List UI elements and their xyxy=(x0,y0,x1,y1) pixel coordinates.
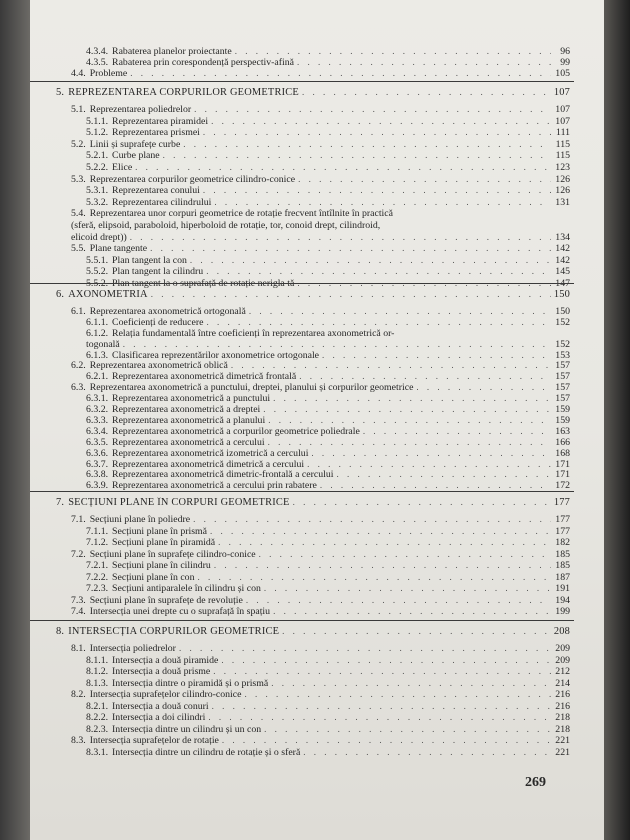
toc-entry-number: 5.2. xyxy=(71,139,86,150)
toc-entry-number: 7.3. xyxy=(71,595,86,606)
toc-entry-title: Reprezentarea poliedrelor xyxy=(89,104,192,115)
toc-entry-title: Reprezentarea axonometrică ortogonală xyxy=(89,306,246,317)
toc-page-number: 157 xyxy=(555,371,570,382)
toc-page-number: 177 xyxy=(555,514,570,525)
toc-entry xyxy=(86,526,570,537)
dot-leader xyxy=(282,626,551,637)
dot-leader xyxy=(311,448,551,459)
toc-entry-number: 4.4. xyxy=(71,68,86,79)
toc-entry xyxy=(86,426,570,437)
toc-page-number: 172 xyxy=(555,480,570,491)
dot-leader xyxy=(273,606,551,617)
toc-entry-number: 5.5.2. xyxy=(86,278,109,289)
dot-leader xyxy=(302,87,551,98)
toc-entry xyxy=(86,371,570,382)
toc-page-number: 107 xyxy=(555,104,570,115)
toc-entry-number: 8.3.1. xyxy=(86,747,109,758)
dot-leader xyxy=(221,655,551,666)
toc-entry-title: Reprezentarea axonometrică a punctului, dreptei, planului și corpurilor geometrice xyxy=(89,382,414,393)
toc-entry xyxy=(86,328,570,339)
toc-entry-number: 6.3.8. xyxy=(86,469,109,480)
toc-page-number: 194 xyxy=(555,595,570,606)
toc-entry xyxy=(86,655,570,666)
toc-entry-title: Rabaterea planelor proiectante xyxy=(112,46,232,57)
toc-entry-number: 5.5.1. xyxy=(86,255,109,266)
toc-page-number: 212 xyxy=(555,666,570,677)
toc-entry xyxy=(86,747,570,758)
dot-leader xyxy=(163,150,551,161)
toc-entry xyxy=(86,57,570,68)
toc-page-number: 208 xyxy=(553,626,570,637)
toc-entry-number: 7.1.2. xyxy=(86,537,109,548)
table-of-contents xyxy=(30,0,604,840)
toc-entry-title: Intersecția unei drepte cu o suprafață în spațiu xyxy=(89,606,271,617)
section-divider xyxy=(30,283,574,284)
toc-page-number: 214 xyxy=(555,678,570,689)
toc-entry xyxy=(86,197,570,208)
toc-entry-number: 6.1.2. xyxy=(86,328,109,339)
toc-entry-number: 5.1.1. xyxy=(86,116,109,127)
dot-leader xyxy=(208,712,551,723)
toc-page-number: 199 xyxy=(555,606,570,617)
dot-leader xyxy=(206,266,551,277)
toc-page-number: 216 xyxy=(555,701,570,712)
dot-leader xyxy=(190,255,551,266)
toc-entry-title: Reprezentarea prismei xyxy=(112,127,200,138)
toc-entry-title: Reprezentarea axonometrică dimetric-frontală a cercului xyxy=(112,469,334,480)
section-divider xyxy=(30,81,574,82)
toc-page-number: 126 xyxy=(555,174,570,185)
toc-entry-number: 7.4. xyxy=(71,606,86,617)
toc-page-number: 177 xyxy=(555,526,570,537)
toc-entry-number: 5.2.1. xyxy=(86,150,109,161)
toc-entry-number: 6.3.4. xyxy=(86,426,109,437)
dot-leader xyxy=(273,393,551,404)
toc-page-number: 218 xyxy=(555,724,570,735)
toc-page-number: 126 xyxy=(555,185,570,196)
toc-entry-number: 5.5.2. xyxy=(86,266,109,277)
dot-leader xyxy=(303,747,551,758)
toc-entry xyxy=(86,480,570,491)
dot-leader xyxy=(130,232,551,243)
toc-entry-number: 5.3.2. xyxy=(86,197,109,208)
toc-entry-title: Rabaterea prin corespondență perspectiv-afină xyxy=(112,57,295,68)
toc-entry-number: 7.2. xyxy=(71,549,86,560)
toc-entry xyxy=(71,689,570,700)
toc-entry-title: Reprezentarea axonometrică oblică xyxy=(89,360,228,371)
toc-entry xyxy=(86,712,570,723)
toc-entry xyxy=(71,643,570,654)
dot-leader xyxy=(179,643,551,654)
toc-entry-title: SECȚIUNI PLANE ÎN CORPURI GEOMETRICE xyxy=(68,497,290,508)
toc-entry-title: Reprezentarea conului xyxy=(112,185,200,196)
toc-page-number: 157 xyxy=(555,382,570,393)
toc-entry-number: 4.3.5. xyxy=(86,57,109,68)
toc-entry-title: Intersecția a două conuri xyxy=(112,701,209,712)
toc-entry-title: Plan tangent la cilindru xyxy=(112,266,204,277)
dot-leader xyxy=(246,595,551,606)
toc-entry xyxy=(71,232,570,243)
toc-entry xyxy=(71,174,570,185)
toc-entry xyxy=(86,437,570,448)
toc-entry xyxy=(86,448,570,459)
toc-entry-number: 5.3.1. xyxy=(86,185,109,196)
toc-page-number: 177 xyxy=(553,497,570,508)
toc-page-number: 157 xyxy=(555,360,570,371)
toc-entry-title: Secțiuni plane în cilindru xyxy=(112,560,211,571)
toc-entry xyxy=(71,208,570,219)
toc-page-number: 166 xyxy=(555,437,570,448)
toc-entry-title: Intersecția suprafețelor de rotație xyxy=(89,735,219,746)
toc-entry-title: Reprezentarea unor corpuri geometrice de rotație frecvent întîlnite în practică xyxy=(89,208,393,219)
book-edge-shadow xyxy=(604,0,630,840)
toc-entry-title: Secțiuni plane în piramidă xyxy=(112,537,216,548)
page-number: 269 xyxy=(525,775,546,790)
toc-entry-title: Reprezentarea axonometrică a cercului prin rabatere xyxy=(112,480,317,491)
toc-entry-title: Curbe plane xyxy=(112,150,160,161)
toc-entry-title: Reprezentarea axonometrică a cercului xyxy=(112,437,265,448)
dot-leader xyxy=(235,46,551,57)
toc-entry xyxy=(86,266,570,277)
toc-entry-title: Secțiuni plane în prismă xyxy=(112,526,208,537)
dot-leader xyxy=(271,678,551,689)
toc-chapter-entry xyxy=(56,87,570,98)
toc-entry-title: Intersecția a două piramide xyxy=(112,655,219,666)
toc-entry-number: 8.1.2. xyxy=(86,666,109,677)
toc-entry-number: 6.1.3. xyxy=(86,350,109,361)
dot-leader xyxy=(264,583,551,594)
toc-page-number: 107 xyxy=(555,116,570,127)
toc-entry-number: 8.2.2. xyxy=(86,712,109,723)
toc-entry-title: Intersecția a două prisme xyxy=(112,666,211,677)
toc-chapter-entry xyxy=(56,497,570,508)
dot-leader xyxy=(206,317,551,328)
dot-leader xyxy=(320,480,551,491)
toc-entry-number: 8.1.1. xyxy=(86,655,109,666)
dot-leader xyxy=(203,127,551,138)
toc-entry xyxy=(71,606,570,617)
toc-page-number: 171 xyxy=(555,459,570,470)
toc-entry-number: 7. xyxy=(56,497,65,508)
dot-leader xyxy=(210,526,551,537)
toc-entry-number: 6.3.5. xyxy=(86,437,109,448)
toc-page-number: 123 xyxy=(555,162,570,173)
toc-entry-number: 4.3.4. xyxy=(86,46,109,57)
toc-entry-title: Plan tangent la o suprafață de rotație nerigla tă xyxy=(112,278,295,289)
toc-entry-number: 8.2.3. xyxy=(86,724,109,735)
toc-entry-number: 6.2. xyxy=(71,360,86,371)
dot-leader xyxy=(299,371,551,382)
toc-page-number: 134 xyxy=(555,232,570,243)
toc-entry xyxy=(86,339,570,350)
toc-entry-title: Secțiuni plane în poliedre xyxy=(89,514,191,525)
dot-leader xyxy=(212,701,551,712)
toc-entry-title: Intersecția dintre un cilindru și un con xyxy=(112,724,262,735)
toc-entry xyxy=(86,185,570,196)
dot-leader xyxy=(363,426,551,437)
toc-entry xyxy=(86,572,570,583)
toc-entry-title: Secțiuni antiparalele în cilindru și con xyxy=(112,583,261,594)
dot-leader xyxy=(264,724,551,735)
dot-leader xyxy=(151,289,551,300)
dot-leader xyxy=(193,514,551,525)
toc-entry-title: Linii și suprafețe curbe xyxy=(89,139,181,150)
toc-page-number: 157 xyxy=(555,393,570,404)
toc-entry-title: Reprezentarea axonometrică a corpurilor geometrice poliedrale xyxy=(112,426,360,437)
toc-entry xyxy=(71,735,570,746)
toc-page-number: 159 xyxy=(555,415,570,426)
toc-page-number: 131 xyxy=(555,197,570,208)
dot-leader xyxy=(214,560,551,571)
toc-page-number: 171 xyxy=(555,469,570,480)
toc-entry-title: (sferă, elipsoid, paraboloid, hiperboloid de rotație, tor, conoid drept, cilindroid, xyxy=(71,220,381,231)
toc-page-number: 221 xyxy=(555,735,570,746)
toc-chapter-entry xyxy=(56,289,570,300)
toc-entry-number: 6.3.3. xyxy=(86,415,109,426)
dot-leader xyxy=(244,689,551,700)
toc-entry xyxy=(86,317,570,328)
toc-entry-title: Intersecția dintre o piramidă și o prismă xyxy=(112,678,269,689)
toc-entry-number: 5. xyxy=(56,87,65,98)
toc-entry-title: AXONOMETRIA xyxy=(68,289,148,300)
toc-entry-title: Reprezentarea cilindrului xyxy=(112,197,212,208)
toc-entry-number: 5.3. xyxy=(71,174,86,185)
toc-entry-title: Reprezentarea corpurilor geometrice cilindro-conice xyxy=(89,174,296,185)
toc-entry xyxy=(86,116,570,127)
toc-page-number: 152 xyxy=(555,339,570,350)
dot-leader xyxy=(218,537,551,548)
toc-entry xyxy=(71,382,570,393)
toc-entry-number: 8.1.3. xyxy=(86,678,109,689)
toc-entry-title: Intersecția poliedrelor xyxy=(89,643,176,654)
toc-entry-title: Relația fundamentală între coeficienți în reprezentarea axonometrică or- xyxy=(112,328,395,339)
toc-entry-title: Secțiuni plane în suprafețe cilindro-conice xyxy=(89,549,256,560)
dot-leader xyxy=(416,382,551,393)
toc-entry xyxy=(71,549,570,560)
toc-page-number: 150 xyxy=(555,306,570,317)
toc-entry-title: INTERSECȚIA CORPURILOR GEOMETRICE xyxy=(68,626,280,637)
dot-leader xyxy=(135,162,551,173)
toc-entry xyxy=(86,560,570,571)
dot-leader xyxy=(123,339,551,350)
dot-leader xyxy=(183,139,551,150)
dot-leader xyxy=(222,735,551,746)
toc-page-number: 142 xyxy=(555,243,570,254)
book-page xyxy=(30,0,604,840)
toc-entry xyxy=(86,469,570,480)
toc-entry xyxy=(71,360,570,371)
toc-entry-number: 6.3.2. xyxy=(86,404,109,415)
toc-entry-number: 8.3. xyxy=(71,735,86,746)
toc-entry xyxy=(71,243,570,254)
toc-entry-title: Reprezentarea axonometrică dimetrică a cercului xyxy=(112,459,305,470)
toc-entry xyxy=(86,404,570,415)
toc-page-number: 185 xyxy=(555,549,570,560)
toc-entry-title: Plan tangent la con xyxy=(112,255,187,266)
toc-page-number: 96 xyxy=(560,46,570,57)
toc-entry xyxy=(86,724,570,735)
toc-entry xyxy=(71,68,570,79)
toc-entry-number: 6.3. xyxy=(71,382,86,393)
toc-page-number: 191 xyxy=(555,583,570,594)
toc-entry-number: 6.3.7. xyxy=(86,459,109,470)
toc-page-number: 142 xyxy=(555,255,570,266)
toc-entry-number: 6.1. xyxy=(71,306,86,317)
toc-page-number: 185 xyxy=(555,560,570,571)
toc-entry-title: Intersecția dintre un cilindru de rotație și o sferă xyxy=(112,747,301,758)
toc-entry xyxy=(71,595,570,606)
toc-entry-number: 5.5. xyxy=(71,243,86,254)
toc-page-number: 152 xyxy=(555,317,570,328)
toc-entry xyxy=(71,139,570,150)
toc-entry-number: 6.3.9. xyxy=(86,480,109,491)
toc-page-number: 107 xyxy=(553,87,570,98)
toc-entry-number: 8.2. xyxy=(71,689,86,700)
section-divider xyxy=(30,491,574,492)
toc-entry-title: Secțiuni plane în con xyxy=(112,572,195,583)
toc-entry-number: 7.2.2. xyxy=(86,572,109,583)
toc-page-number: 221 xyxy=(555,747,570,758)
toc-page-number: 105 xyxy=(555,68,570,79)
toc-entry-number: 5.2.2. xyxy=(86,162,109,173)
toc-entry xyxy=(71,220,570,231)
toc-entry xyxy=(86,701,570,712)
toc-entry-number: 5.1.2. xyxy=(86,127,109,138)
toc-entry-number: 5.4. xyxy=(71,208,86,219)
dot-leader xyxy=(293,497,551,508)
toc-entry-title: Reprezentarea axonometrică a dreptei xyxy=(112,404,261,415)
toc-entry xyxy=(86,678,570,689)
toc-entry-title: elicoid drept)) xyxy=(71,232,127,243)
toc-entry xyxy=(86,162,570,173)
toc-entry xyxy=(86,415,570,426)
toc-entry xyxy=(71,514,570,525)
toc-page-number: 218 xyxy=(555,712,570,723)
toc-page-number: 115 xyxy=(555,150,570,161)
toc-entry-title: Intersecția a doi cilindri xyxy=(112,712,206,723)
toc-entry xyxy=(86,255,570,266)
toc-entry-title: Reprezentarea axonometrică izometrică a cercului xyxy=(112,448,309,459)
dot-leader xyxy=(297,57,551,68)
dot-leader xyxy=(197,572,551,583)
toc-entry xyxy=(86,537,570,548)
toc-entry-title: Intersecția suprafețelor cilindro-conice xyxy=(89,689,242,700)
dot-leader xyxy=(263,404,551,415)
toc-entry-title: Secțiuni plane în suprafețe de revoluție xyxy=(89,595,243,606)
dot-leader xyxy=(259,549,551,560)
dot-leader xyxy=(214,197,551,208)
dot-leader xyxy=(298,174,551,185)
toc-entry-number: 6.1.1. xyxy=(86,317,109,328)
toc-page-number: 150 xyxy=(553,289,570,300)
toc-entry xyxy=(86,127,570,138)
dot-leader xyxy=(249,306,551,317)
toc-entry-number: 6.2.1. xyxy=(86,371,109,382)
dot-leader xyxy=(268,437,551,448)
toc-entry-title: Plane tangente xyxy=(89,243,148,254)
toc-entry-number: 7.1. xyxy=(71,514,86,525)
book-binding-shadow xyxy=(0,0,30,840)
dot-leader xyxy=(203,185,551,196)
toc-entry-number: 8. xyxy=(56,626,65,637)
toc-entry-title: Reprezentarea axonometrică a punctului xyxy=(112,393,271,404)
toc-entry xyxy=(71,306,570,317)
dot-leader xyxy=(211,116,551,127)
toc-entry-title: Reprezentarea axonometrică a planului xyxy=(112,415,266,426)
toc-entry-number: 8.1. xyxy=(71,643,86,654)
toc-entry xyxy=(86,666,570,677)
toc-entry xyxy=(86,393,570,404)
dot-leader xyxy=(194,104,551,115)
section-divider xyxy=(30,620,574,621)
toc-entry-title: Clasificarea reprezentărilor axonometrice ortogonale xyxy=(112,350,320,361)
toc-entry-number: 7.2.3. xyxy=(86,583,109,594)
dot-leader xyxy=(213,666,551,677)
dot-leader xyxy=(231,360,551,371)
toc-page-number: 187 xyxy=(555,572,570,583)
toc-page-number: 168 xyxy=(555,448,570,459)
toc-page-number: 159 xyxy=(555,404,570,415)
dot-leader xyxy=(268,415,551,426)
toc-entry xyxy=(71,104,570,115)
toc-entry-title: Reprezentarea axonometrică dimetrică frontală xyxy=(112,371,297,382)
toc-entry-number: 8.2.1. xyxy=(86,701,109,712)
dot-leader xyxy=(150,243,551,254)
dot-leader xyxy=(336,469,551,480)
toc-page-number: 147 xyxy=(555,278,570,289)
toc-page-number: 209 xyxy=(555,655,570,666)
toc-chapter-entry xyxy=(56,626,570,637)
toc-entry-number: 7.2.1. xyxy=(86,560,109,571)
toc-entry xyxy=(86,583,570,594)
toc-page-number: 216 xyxy=(555,689,570,700)
toc-page-number: 209 xyxy=(555,643,570,654)
toc-page-number: 182 xyxy=(555,537,570,548)
toc-entry-number: 7.1.1. xyxy=(86,526,109,537)
toc-entry-number: 6.3.1. xyxy=(86,393,109,404)
dot-leader xyxy=(130,68,551,79)
toc-entry xyxy=(86,150,570,161)
toc-entry xyxy=(86,46,570,57)
toc-entry-number: 5.1. xyxy=(71,104,86,115)
toc-entry-title: Reprezentarea piramidei xyxy=(112,116,209,127)
toc-page-number: 153 xyxy=(555,350,570,361)
toc-entry-title: Elice xyxy=(112,162,133,173)
toc-entry-number: 6. xyxy=(56,289,65,300)
toc-page-number: 145 xyxy=(555,266,570,277)
toc-entry-number: 6.3.6. xyxy=(86,448,109,459)
toc-page-number: 111 xyxy=(556,127,570,138)
toc-entry-title: togonală xyxy=(86,339,120,350)
toc-entry-title: REPREZENTAREA CORPURILOR GEOMETRICE xyxy=(68,87,299,98)
toc-page-number: 115 xyxy=(555,139,570,150)
toc-entry-title: Coeficienți de reducere xyxy=(112,317,204,328)
toc-page-number: 163 xyxy=(555,426,570,437)
toc-entry-title: Probleme xyxy=(89,68,128,79)
toc-page-number: 99 xyxy=(560,57,570,68)
